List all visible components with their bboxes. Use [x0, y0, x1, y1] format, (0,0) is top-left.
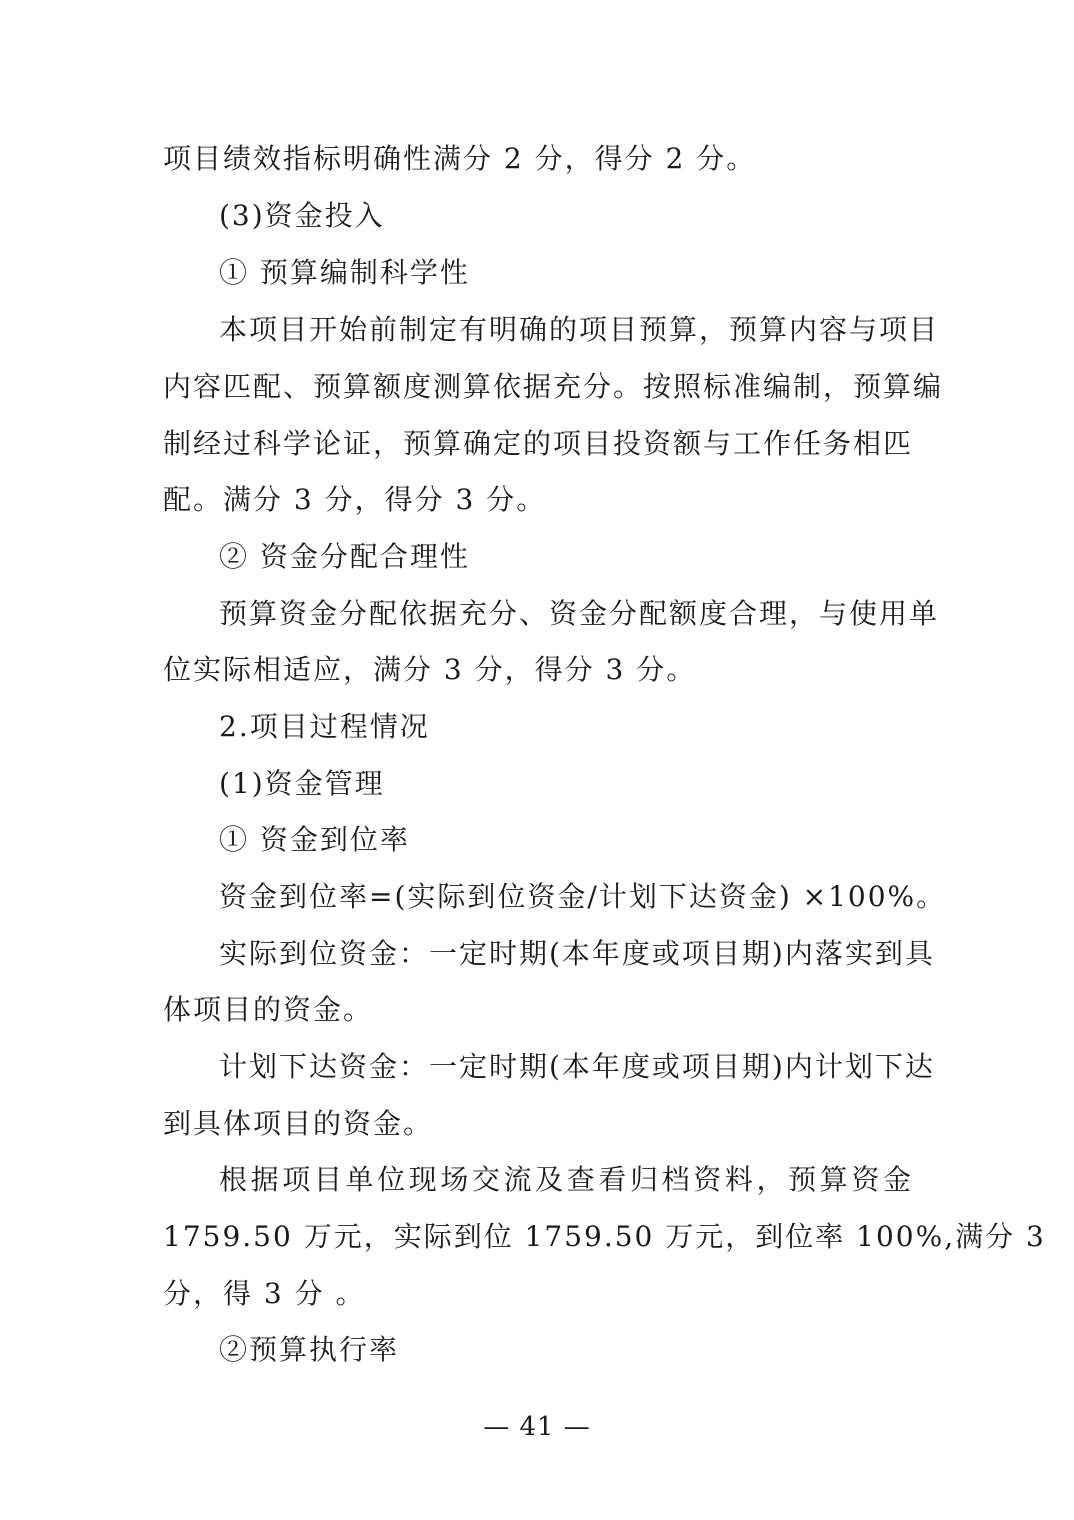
heading-budget-scientific: ① 预算编制科学性: [219, 256, 470, 289]
paragraph-line: 内容匹配、预算额度测算依据充分。按照标准编制，预算编: [163, 370, 944, 403]
paragraph-line: 根据项目单位现场交流及查看归档资料，预算资金: [219, 1163, 913, 1196]
heading-project-process: 2.项目过程情况: [219, 710, 430, 743]
paragraph-line: 位实际相适应，满分 3 分，得分 3 分。: [163, 653, 697, 686]
heading-fund-management: (1)资金管理: [219, 767, 385, 800]
heading-fund-arrival-rate: ① 资金到位率: [219, 823, 410, 856]
paragraph-line: 制经过科学论证，预算确定的项目投资额与工作任务相匹: [163, 427, 914, 460]
paragraph-line: 预算资金分配依据充分、资金分配额度合理，与使用单: [219, 597, 940, 630]
heading-fund-allocation: ② 资金分配合理性: [219, 540, 470, 573]
paragraph-line: 分，得 3 分 。: [163, 1277, 366, 1310]
heading-budget-execution-rate: ②预算执行率: [219, 1333, 400, 1366]
paragraph-line: 1759.50 万元，实际到位 1759.50 万元，到位率 100%,满分 3: [163, 1220, 1046, 1253]
paragraph-line: 计划下达资金：一定时期(本年度或项目期)内计划下达: [219, 1050, 935, 1083]
paragraph-line-indicator-clarity-score: 项目绩效指标明确性满分 2 分，得分 2 分。: [163, 142, 757, 175]
formula-line: 资金到位率=(实际到位资金/计划下达资金) ×100%。: [219, 880, 947, 913]
paragraph-line: 本项目开始前制定有明确的项目预算，预算内容与项目: [219, 313, 940, 346]
paragraph-line: 配。满分 3 分，得分 3 分。: [163, 483, 547, 516]
page-number: — 41 —: [483, 1412, 591, 1442]
paragraph-line: 到具体项目的资金。: [163, 1107, 434, 1140]
paragraph-line: 实际到位资金：一定时期(本年度或项目期)内落实到具: [219, 937, 935, 970]
heading-funding-input: (3)资金投入: [219, 199, 385, 232]
paragraph-line: 体项目的资金。: [163, 993, 374, 1026]
